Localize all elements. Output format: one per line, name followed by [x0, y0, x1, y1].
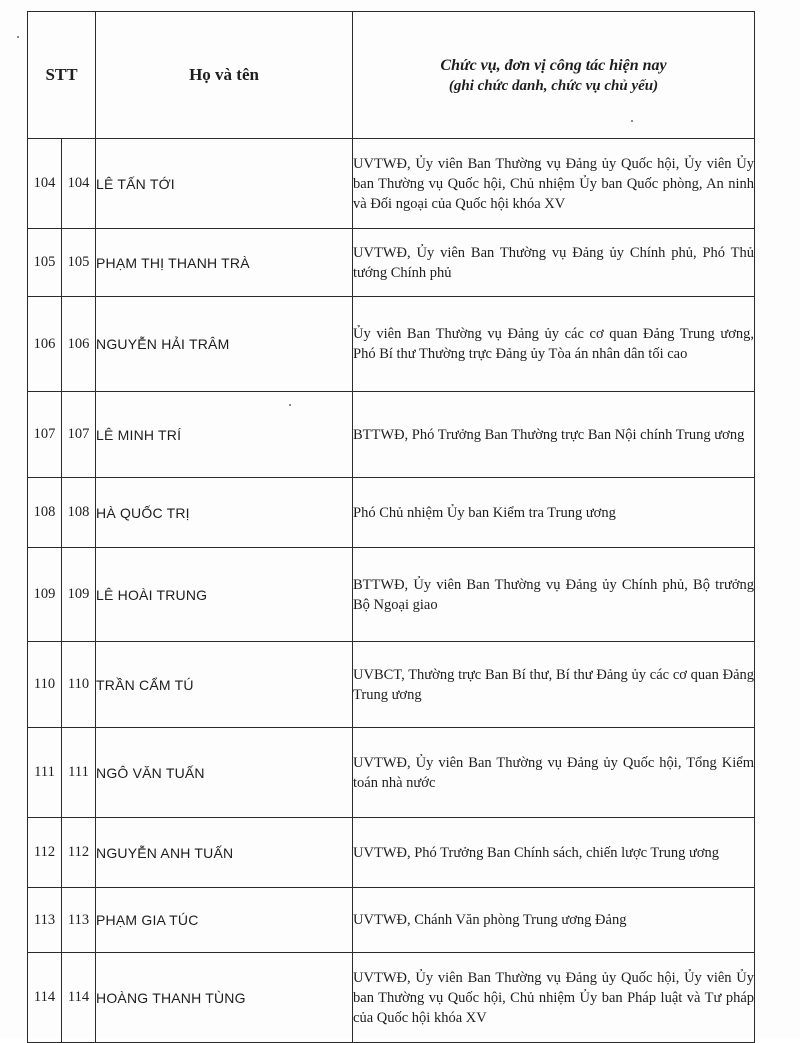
- row-number: 107: [28, 392, 62, 478]
- table-row: [28, 642, 755, 728]
- position-header: [353, 12, 755, 139]
- row-sub-number: 112: [62, 818, 96, 888]
- table-header-row: [28, 12, 755, 139]
- position-text: UVBCT, Thường trực Ban Bí thư, Bí thư Đảng ủy các cơ quan Đảng Trung ương: [353, 642, 755, 728]
- person-name: NGUYỄN ANH TUẤN: [96, 818, 353, 888]
- row-number: 113: [28, 888, 62, 953]
- row-sub-number: 109: [62, 548, 96, 642]
- table-row: [28, 139, 755, 229]
- row-number: 112: [28, 818, 62, 888]
- candidate-table: [27, 11, 755, 1043]
- person-name: LÊ HOÀI TRUNG: [96, 548, 353, 642]
- table-row: [28, 888, 755, 953]
- row-number: 111: [28, 728, 62, 818]
- table-row: [28, 728, 755, 818]
- row-sub-number: 108: [62, 478, 96, 548]
- person-name: NGÔ VĂN TUẤN: [96, 728, 353, 818]
- name-header: Họ và tên: [96, 12, 353, 139]
- position-text: UVTWĐ, Ủy viên Ban Thường vụ Đảng ủy Quốc hội, Ủy viên Ủy ban Thường vụ Quốc hội, Chủ nhiệm Ủy ban Pháp luật và Tư pháp của Quốc hội khóa XV: [353, 953, 755, 1043]
- position-header-subtitle: (ghi chức danh, chức vụ chủ yếu): [448, 77, 659, 94]
- row-sub-number: 107: [62, 392, 96, 478]
- row-sub-number: 114: [62, 953, 96, 1043]
- position-text: BTTWĐ, Ủy viên Ban Thường vụ Đảng ủy Chính phủ, Bộ trưởng Bộ Ngoại giao: [353, 548, 755, 642]
- stt-header: STT: [28, 12, 96, 139]
- position-text: BTTWĐ, Phó Trưởng Ban Thường trực Ban Nội chính Trung ương: [353, 392, 755, 478]
- person-name: PHẠM GIA TÚC: [96, 888, 353, 953]
- person-name: PHẠM THỊ THANH TRÀ: [96, 229, 353, 297]
- position-text: UVTWĐ, Chánh Văn phòng Trung ương Đảng: [353, 888, 755, 953]
- table-row: [28, 297, 755, 392]
- table-row: [28, 548, 755, 642]
- position-text: UVTWĐ, Ủy viên Ban Thường vụ Đảng ủy Quốc hội, Tổng Kiểm toán nhà nước: [353, 728, 755, 818]
- scan-speck: [17, 36, 19, 38]
- row-number: 114: [28, 953, 62, 1043]
- person-name: TRẦN CẨM TÚ: [96, 642, 353, 728]
- person-name: HÀ QUỐC TRỊ: [96, 478, 353, 548]
- position-text: UVTWĐ, Ủy viên Ban Thường vụ Đảng ủy Quốc hội, Ủy viên Ủy ban Thường vụ Quốc hội, Chủ nhiệm Ủy ban Quốc phòng, An ninh và Đối ngoại của Quốc hội khóa XV: [353, 139, 755, 229]
- position-header-title: Chức vụ, đơn vị công tác hiện nay: [440, 56, 667, 74]
- table-row: [28, 953, 755, 1043]
- position-text: UVTWĐ, Phó Trưởng Ban Chính sách, chiến lược Trung ương: [353, 818, 755, 888]
- row-sub-number: 113: [62, 888, 96, 953]
- row-sub-number: 106: [62, 297, 96, 392]
- row-number: 110: [28, 642, 62, 728]
- row-number: 105: [28, 229, 62, 297]
- row-number: 108: [28, 478, 62, 548]
- row-number: 104: [28, 139, 62, 229]
- row-sub-number: 105: [62, 229, 96, 297]
- row-sub-number: 104: [62, 139, 96, 229]
- row-sub-number: 111: [62, 728, 96, 818]
- position-text: UVTWĐ, Ủy viên Ban Thường vụ Đảng ủy Chính phủ, Phó Thủ tướng Chính phủ: [353, 229, 755, 297]
- person-name: LÊ MINH TRÍ: [96, 392, 353, 478]
- table-row: [28, 478, 755, 548]
- table-row: [28, 818, 755, 888]
- row-number: 106: [28, 297, 62, 392]
- row-sub-number: 110: [62, 642, 96, 728]
- person-name: LÊ TẤN TỚI: [96, 139, 353, 229]
- position-text: Phó Chủ nhiệm Ủy ban Kiểm tra Trung ương: [353, 478, 755, 548]
- position-text: Ủy viên Ban Thường vụ Đảng ủy các cơ quan Đảng Trung ương, Phó Bí thư Thường trực Đảng ủy Tòa án nhân dân tối cao: [353, 297, 755, 392]
- person-name: HOÀNG THANH TÙNG: [96, 953, 353, 1043]
- row-number: 109: [28, 548, 62, 642]
- person-name: NGUYỄN HẢI TRÂM: [96, 297, 353, 392]
- table-row: [28, 392, 755, 478]
- table-row: [28, 229, 755, 297]
